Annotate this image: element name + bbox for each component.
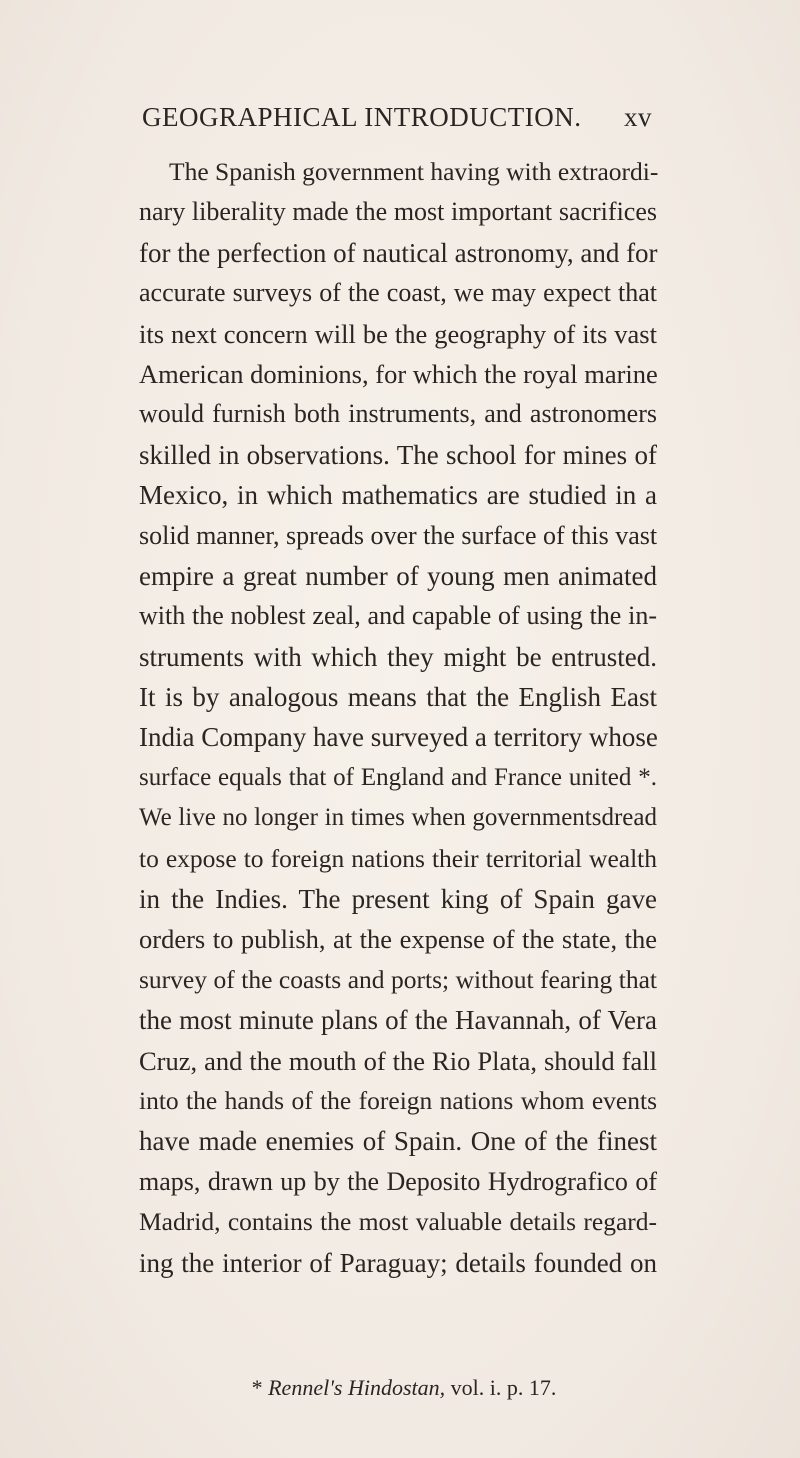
- text-line: maps, drawn up by the Deposito Hydrografico of: [139, 1166, 657, 1196]
- text-line: empire a great number of young men animated: [139, 560, 657, 591]
- text-line: survey of the coasts and ports; without fearing that: [139, 964, 657, 994]
- footnote-marker: *: [251, 1375, 263, 1400]
- text-line: India Company have surveyed a territory whose: [139, 722, 658, 753]
- page-number: xv: [624, 102, 652, 132]
- text-line: American dominions, for which the royal marine: [139, 358, 658, 389]
- text-line: Cruz, and the mouth of the Rio Plata, should fall: [139, 1045, 657, 1076]
- text-line: surface equals that of England and France united *.: [139, 763, 657, 791]
- text-line: The Spanish government having with extraordi-: [169, 157, 659, 186]
- running-title: GEOGRAPHICAL INTRODUCTION.: [142, 102, 582, 132]
- footnote-author: Rennel's Hindostan,: [268, 1375, 446, 1400]
- text-line: for the perfection of nautical astronomy, and for: [139, 237, 658, 268]
- text-line: orders to publish, at the expense of the state, the: [139, 924, 657, 955]
- text-line: Mexico, in which mathematics are studied in a: [139, 480, 657, 511]
- text-line: to expose to foreign nations their territorial wealth: [139, 843, 657, 873]
- text-line: nary liberality made the most important sacrifices: [139, 197, 657, 227]
- text-line: struments with which they might be entrusted.: [139, 641, 657, 672]
- body-text: [139, 152, 657, 1283]
- text-line: into the hands of the foreign nations whom events: [139, 1085, 657, 1115]
- text-line: have made enemies of Spain. One of the finest: [139, 1126, 657, 1157]
- text-line: in the Indies. The present king of Spain gave: [139, 884, 657, 915]
- text-line: Madrid, contains the most valuable details regard-: [139, 1207, 657, 1237]
- footnote-citation: vol. i. p. 17.: [450, 1375, 557, 1400]
- text-line: with the noblest zeal, and capable of using the in-: [139, 601, 657, 631]
- text-line: skilled in observations. The school for mines of: [139, 439, 657, 470]
- page-header: [142, 102, 652, 142]
- text-line: would furnish both instruments, and astronomers: [139, 399, 657, 429]
- text-line: ing the interior of Paraguay; details founded on: [139, 1247, 657, 1278]
- text-line: its next concern will be the geography of its vast: [139, 318, 657, 349]
- text-line: the most minute plans of the Havannah, of Vera: [139, 1005, 657, 1036]
- text-line: It is by analogous means that the English East: [139, 682, 657, 713]
- text-line: accurate surveys of the coast, we may expect that: [139, 278, 657, 308]
- footnote: [144, 1375, 664, 1401]
- text-line: solid manner, spreads over the surface of this vast: [139, 520, 658, 550]
- text-line: We live no longer in times when governmentsdread: [139, 804, 657, 832]
